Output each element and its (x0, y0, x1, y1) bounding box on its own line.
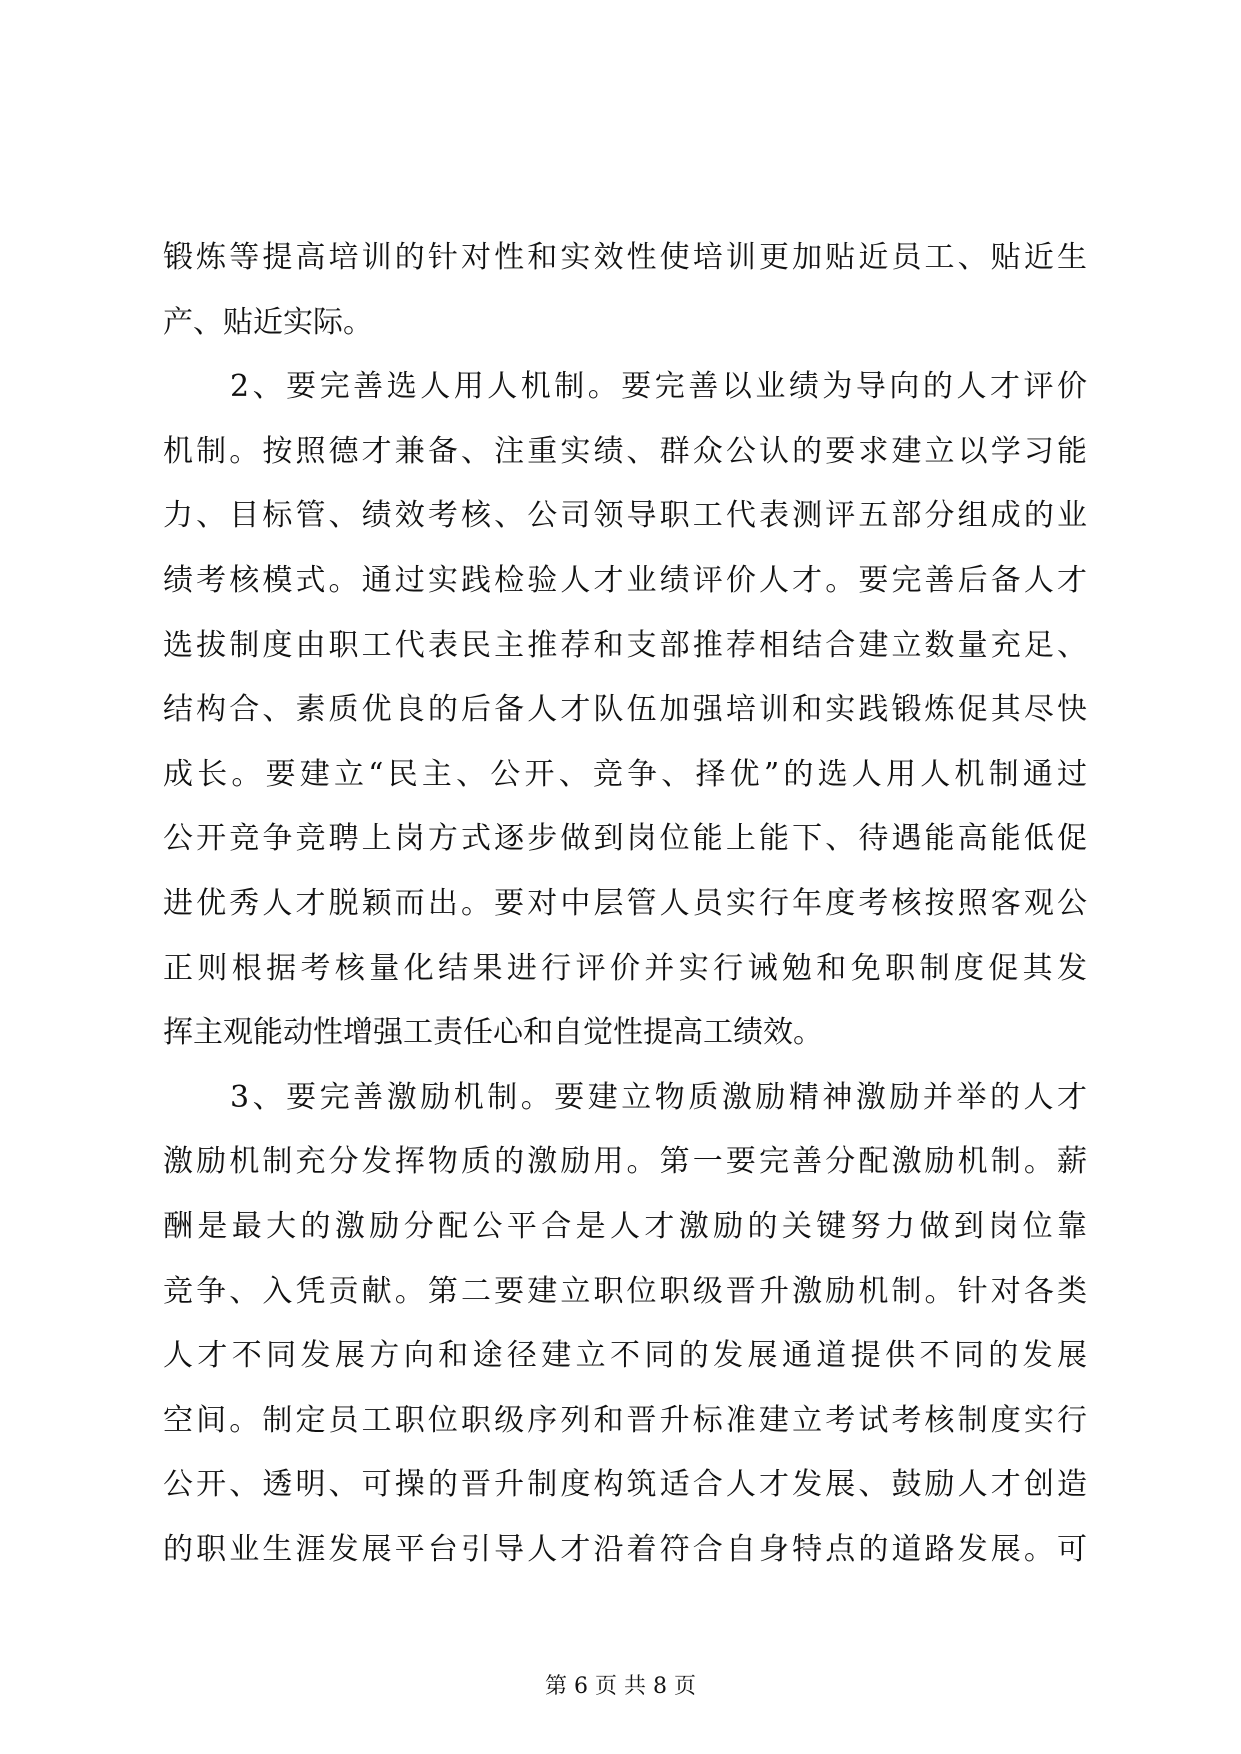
text-line: 产、贴近实际。 (163, 304, 373, 340)
page-number-footer: 第 6 页 共 8 页 (545, 1674, 696, 1699)
text-line: 3、要完善激励机制。要建立物质激励精神激励并举的人才 (163, 1079, 1087, 1115)
text-line: 力、目标管、绩效考核、公司领导职工代表测评五部分组成的业 (163, 498, 1087, 534)
text-line: 竞争、入凭贡献。第二要建立职位职级晋升激励机制。针对各类 (163, 1273, 1087, 1309)
text-line: 酬是最大的激励分配公平合是人才激励的关键努力做到岗位靠 (163, 1208, 1087, 1244)
text-line: 公开竞争竞聘上岗方式逐步做到岗位能上能下、待遇能高能低促 (163, 821, 1087, 857)
text-line: 的职业生涯发展平台引导人才沿着符合自身特点的道路发展。可 (163, 1531, 1087, 1567)
text-line: 激励机制充分发挥物质的激励用。第一要完善分配激励机制。薪 (163, 1144, 1087, 1180)
text-line: 2、要完善选人用人机制。要完善以业绩为导向的人才评价 (163, 369, 1087, 405)
text-line: 空间。制定员工职位职级序列和晋升标准建立考试考核制度实行 (163, 1402, 1087, 1438)
text-line: 机制。按照德才兼备、注重实绩、群众公认的要求建立以学习能 (163, 433, 1087, 469)
body-text (163, 226, 1087, 1582)
text-line: 进优秀人才脱颖而出。要对中层管人员实行年度考核按照客观公 (163, 885, 1087, 921)
text-line: 绩考核模式。通过实践检验人才业绩评价人才。要完善后备人才 (163, 562, 1087, 598)
text-line: 人才不同发展方向和途径建立不同的发展通道提供不同的发展 (163, 1338, 1087, 1374)
text-line: 锻炼等提高培训的针对性和实效性使培训更加贴近员工、贴近生 (163, 240, 1087, 275)
text-line: 正则根据考核量化结果进行评价并实行诫勉和免职制度促其发 (163, 950, 1087, 986)
text-line: 成长。要建立“民主、公开、竞争、择优”的选人用人机制通过 (163, 756, 1087, 792)
text-line: 结构合、素质优良的后备人才队伍加强培训和实践锻炼促其尽快 (163, 692, 1087, 728)
text-line: 挥主观能动性增强工责任心和自觉性提高工绩效。 (163, 1015, 823, 1051)
text-line: 公开、透明、可操的晋升制度构筑适合人才发展、鼓励人才创造 (163, 1467, 1087, 1503)
text-line: 选拔制度由职工代表民主推荐和支部推荐相结合建立数量充足、 (163, 627, 1087, 663)
